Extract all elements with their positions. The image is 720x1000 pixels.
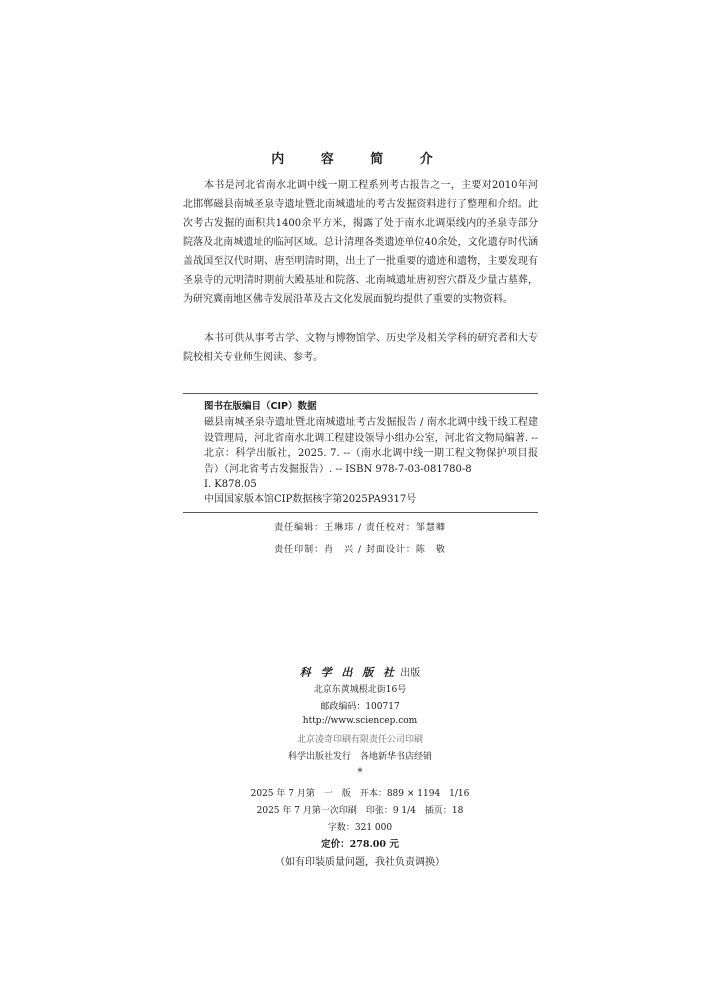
price: 定价：278.00 元 [321,839,399,850]
cip-body: 磁县南城圣泉寺遗址暨北南城遗址考古发掘报告 / 南水北调中线干线工程建设管理局，河北省南水北调工程建设领导小组办公室，河北省文物局编著. -- 北京：科学出版社，2025. 7. --（南水北调中线一期工程文物保护项目报告）（河北省考古发掘报告）. -- ISBN 978-7-03-081780-8 [204,417,538,475]
publisher-postcode: 邮政编码：100717 [320,702,400,712]
cip-classification: Ⅰ. K878.05 [204,479,257,490]
word-count: 字数：321 000 [327,823,393,833]
credits-production: 责任印制：肖 兴 / 封面设计：陈 敬 [274,545,446,555]
publisher-line [0,664,720,680]
summary-title: 内 容 简 介 [271,152,449,167]
printer-line: 北京凌奇印刷有限责任公司印刷 [296,735,423,745]
cip-heading: 图书在版编目（CIP）数据 [204,401,317,412]
cip-record-number: 中国国家版本馆CIP数据核字第2025PA9317号 [204,494,417,505]
publisher-logotype: 科 学 出 版 社 [299,666,398,679]
publisher-website: http://www.sciencep.com [302,716,418,726]
quality-note: （如有印装质量问题，我社负责调换） [275,857,445,868]
printing-line: 2025 年 7 月第一次印刷 印张：9 1/4 插页：18 [256,806,464,816]
separator-star: * [357,767,363,778]
cip-bottom-divider [183,512,538,513]
publisher-address: 北京东黄城根北街16号 [313,685,407,695]
cip-top-divider [183,393,538,394]
summary-paragraph-1: 本书是河北省南水北调中线一期工程系列考古报告之一，主要对2010年河北邯郸磁县南城圣泉寺遗址暨北南城遗址的考古发掘资料进行了整理和介绍。此次考古发掘的面积共1400余平方米，揭露了处于南水北调渠线内的圣泉寺部分院落及北南城遗址的临河区域。总计清理各类遗迹单位40余处，文化遗存时代涵盖战国至汉代时期、唐至明清时期，出土了一批重要的遗迹和遗物，主要发现有圣泉寺的元明清时期前大殿基址和院落、北南城遗址唐初窖穴群及少量古墓葬，为研究冀南地区佛寺发展沿革及古文化发展面貌均提供了重要的实物资料。 [183,180,538,305]
credits-editors: 责任编辑：王琳玮 / 责任校对：邹慧卿 [274,523,446,533]
summary-paragraph-2: 本书可供从事考古学、文物与博物馆学、历史学及相关学科的研究者和大专院校相关专业师生阅读、参考。 [183,333,538,363]
distributor-line: 科学出版社发行 各地新华书店经销 [287,752,432,762]
publisher-suffix: 出版 [400,668,421,679]
edition-line: 2025 年 7 月第 一 版 开本：889 × 1194 1/16 [250,789,470,799]
